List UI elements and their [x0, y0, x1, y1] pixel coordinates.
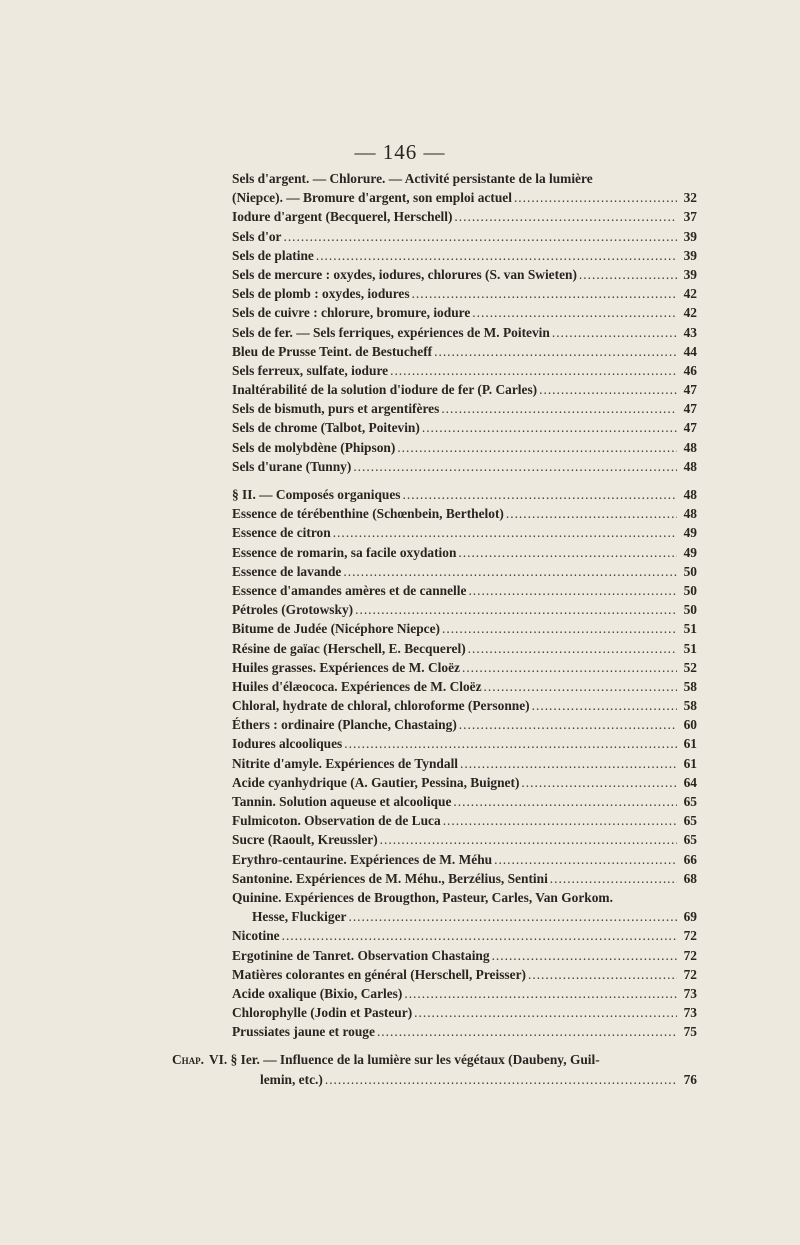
toc-entry-page: 65: [683, 794, 697, 809]
toc-entry-text: Iodure d'argent (Becquerel, Herschell): [232, 209, 453, 225]
toc-entry: [232, 303, 697, 322]
dot-leader: [441, 399, 677, 418]
dot-leader: [412, 284, 677, 303]
toc-entry: [232, 715, 697, 734]
toc-entry-page: 48: [683, 487, 697, 502]
toc-entry-page: 65: [683, 813, 697, 829]
toc-entry-text: Nicotine: [232, 928, 280, 944]
dot-leader: [344, 734, 677, 753]
toc-entry: [232, 965, 697, 984]
dot-leader: [377, 1022, 677, 1041]
toc-entry-page: 68: [683, 870, 697, 886]
toc-entry: [232, 342, 697, 361]
toc-entry-text: Essence d'amandes amères et de cannelle: [232, 582, 467, 598]
toc-entry-page: 58: [683, 678, 697, 694]
toc-entry: [232, 246, 697, 265]
toc-entry-page: 48: [683, 439, 697, 455]
dot-leader: [494, 850, 677, 869]
toc-entry-page: 75: [683, 1024, 697, 1040]
toc-entry: [232, 227, 697, 246]
dot-leader: [550, 869, 677, 888]
chapter-label: Chap.: [172, 1052, 205, 1068]
dot-leader: [442, 619, 677, 638]
toc-entry-page: 42: [683, 305, 697, 321]
toc-entry-page: 51: [683, 621, 697, 637]
toc-entry-page: 47: [683, 382, 697, 398]
toc-entry-text: (Niepce). — Bromure d'argent, son emploi actuel: [232, 190, 512, 206]
toc-entry: [232, 438, 697, 457]
toc-entry-text: Huiles d'élæococa. Expériences de M. Cloëz: [232, 678, 482, 694]
toc-entry-page: 44: [683, 343, 697, 359]
dot-leader: [397, 438, 677, 457]
dot-leader: [552, 323, 677, 342]
chapter-heading: [172, 1050, 697, 1069]
dot-leader: [282, 926, 677, 945]
toc-entry-text: Sucre (Raoult, Kreussler): [232, 832, 378, 848]
toc-entry-page: 51: [683, 640, 697, 656]
toc-entry-text: § II. — Composés organiques: [232, 487, 401, 502]
toc-entry-page: 73: [683, 985, 697, 1001]
toc-entry-page: 48: [683, 506, 697, 522]
dot-leader: [390, 361, 677, 380]
toc-entry-text: Sels ferreux, sulfate, iodure: [232, 362, 389, 378]
dot-leader: [443, 811, 677, 830]
toc-entry-text: lemin, etc.): [260, 1071, 323, 1087]
toc-entry-page: 50: [683, 563, 697, 579]
dot-leader: [506, 504, 677, 523]
toc-entry: [232, 457, 697, 476]
toc-entry-text: Sels de fer. — Sels ferriques, expériences de M. Poitevin: [232, 324, 550, 340]
toc-entry-text: Essence de romarin, sa facile oxydation: [232, 544, 457, 560]
toc-entry-text: Sels de mercure : oxydes, iodures, chlorures (S. van Swieten): [232, 266, 577, 282]
toc-entry: [232, 1003, 697, 1022]
toc-entry-text: Bleu de Prusse Teint. de Bestucheff: [232, 343, 433, 359]
toc-entry-text: Essence de citron: [232, 525, 331, 541]
toc-entry-page: 72: [683, 947, 697, 963]
toc-entry: [232, 581, 697, 600]
dot-leader: [462, 658, 677, 677]
toc-entry-page: 48: [683, 458, 697, 474]
toc-entry: [232, 1070, 697, 1089]
toc-entry-page: 47: [683, 420, 697, 436]
dot-leader: [355, 600, 677, 619]
toc-entry-page: 39: [683, 266, 697, 282]
toc-entry: [232, 418, 697, 437]
toc-entry-page: 73: [683, 1005, 697, 1021]
toc-entry-page: 50: [683, 582, 697, 598]
toc-entry-text: Sels d'urane (Tunny): [232, 458, 352, 474]
toc-entry: [232, 399, 697, 418]
toc-entry: [232, 907, 697, 926]
dot-leader: [343, 562, 677, 581]
toc-entry-text: Quinine. Expériences de Brougthon, Pasteur, Carles, Van Gorkom.: [232, 889, 613, 905]
toc-entry: [232, 504, 697, 523]
toc-entry-page: 49: [683, 525, 697, 541]
toc-entry-text: Acide oxalique (Bixio, Carles): [232, 985, 403, 1001]
toc-entry-text: Chloral, hydrate de chloral, chloroforme (Personne): [232, 698, 530, 714]
dot-leader: [492, 946, 677, 965]
toc-entry-page: 64: [683, 774, 697, 790]
toc-entry: [232, 284, 697, 303]
toc-entry-text: Erythro-centaurine. Expériences de M. Méhu: [232, 851, 493, 867]
toc-entry: [232, 562, 697, 581]
toc-entry-page: 46: [683, 362, 697, 378]
toc-entry: [232, 639, 697, 658]
dot-leader: [348, 907, 677, 926]
toc-entry: [232, 485, 697, 504]
toc-entry: [232, 926, 697, 945]
toc-entry-text: Sels de platine: [232, 247, 314, 263]
dot-leader: [316, 246, 677, 265]
dot-leader: [434, 342, 677, 361]
toc-entry-text: Éthers : ordinaire (Planche, Chastaing): [232, 717, 457, 733]
toc-entry-text: Santonine. Expériences de M. Méhu., Berzélius, Sentini: [232, 870, 548, 886]
toc-entry: [232, 773, 697, 792]
toc-entry-page: 61: [683, 736, 697, 752]
toc-entry-text: Essence de lavande: [232, 563, 342, 579]
toc-entry-page: 61: [683, 755, 697, 771]
toc-entry-text: Fulmicoton. Observation de de Luca: [232, 813, 441, 829]
toc-entry-text: Essence de térébenthine (Schœnbein, Berthelot): [232, 506, 504, 522]
toc-entry-page: 52: [683, 659, 697, 675]
dot-leader: [422, 418, 677, 437]
dot-leader: [459, 715, 677, 734]
toc-entry-text: Sels de molybdène (Phipson): [232, 439, 396, 455]
toc-entry: [232, 207, 697, 226]
toc-entry: [232, 946, 697, 965]
toc-entry-text: Pétroles (Grotowsky): [232, 602, 354, 618]
toc-entry: [232, 869, 697, 888]
toc-entry: [232, 658, 697, 677]
toc-entry: [232, 265, 697, 284]
toc-entry: [232, 696, 697, 715]
dot-leader: [453, 792, 677, 811]
toc-entry-text: Bitume de Judée (Nicéphore Niepce): [232, 621, 441, 637]
toc-entry-page: 37: [683, 209, 697, 225]
toc-entry: [232, 1022, 697, 1041]
dot-leader: [468, 581, 677, 600]
toc-entry-text: Hesse, Fluckiger: [252, 909, 347, 925]
dot-leader: [404, 984, 677, 1003]
dot-leader: [454, 207, 677, 226]
toc-entry-page: 47: [683, 401, 697, 417]
toc-entry: [232, 361, 697, 380]
toc-entry-page: 32: [683, 190, 697, 206]
toc-entry-text: Sels d'argent. — Chlorure. — Activité persistante de la lumière: [232, 171, 593, 186]
toc-entry: [232, 169, 697, 188]
dot-leader: [458, 543, 677, 562]
toc-entry: [232, 619, 697, 638]
toc-entry-text: Résine de gaïac (Herschell, E. Becquerel): [232, 640, 466, 656]
dot-leader: [532, 696, 677, 715]
dot-leader: [460, 754, 677, 773]
toc-entry-page: 49: [683, 544, 697, 560]
toc-entry-text: Sels de cuivre : chlorure, bromure, iodure: [232, 305, 471, 321]
dot-leader: [579, 265, 677, 284]
table-of-contents: [172, 169, 697, 1089]
toc-entry-page: 42: [683, 286, 697, 302]
dot-leader: [472, 303, 677, 322]
toc-entry-text: Nitrite d'amyle. Expériences de Tyndall: [232, 755, 459, 771]
toc-entry: [232, 984, 697, 1003]
dot-leader: [514, 188, 677, 207]
dot-leader: [521, 773, 677, 792]
toc-entry-text: Tannin. Solution aqueuse et alcoolique: [232, 794, 452, 809]
toc-entry: [232, 792, 697, 811]
toc-entry-page: 69: [683, 909, 697, 925]
toc-entry: [232, 734, 697, 753]
toc-entry: [232, 830, 697, 849]
toc-entry: [232, 380, 697, 399]
toc-entry-text: Chlorophylle (Jodin et Pasteur): [232, 1005, 413, 1021]
toc-entry-page: 39: [683, 247, 697, 263]
toc-entry: [232, 600, 697, 619]
chapter-title-line1: VI. § Ier. — Influence de la lumière sur les végétaux (Daubeny, Guil-: [209, 1052, 600, 1068]
dot-leader: [539, 380, 677, 399]
toc-entry: [232, 323, 697, 342]
toc-entry-page: 72: [683, 966, 697, 982]
toc-entry-page: 66: [683, 851, 697, 867]
toc-entry: [232, 188, 697, 207]
dot-leader: [403, 485, 677, 504]
toc-entry: [232, 523, 697, 542]
dot-leader: [468, 639, 677, 658]
dot-leader: [333, 523, 677, 542]
dot-leader: [380, 830, 677, 849]
toc-entry-text: Huiles grasses. Expériences de M. Cloëz: [232, 659, 460, 675]
toc-entry: [232, 811, 697, 830]
page-number: — 146 —: [354, 140, 446, 164]
toc-entry-page: 72: [683, 928, 697, 944]
toc-entry: [232, 850, 697, 869]
dot-leader: [528, 965, 677, 984]
toc-entry: [232, 677, 697, 696]
dot-leader: [353, 457, 677, 476]
toc-entry-page: 43: [683, 324, 697, 340]
toc-entry-text: Sels de plomb : oxydes, iodures: [232, 286, 410, 302]
toc-entry-text: Acide cyanhydrique (A. Gautier, Pessina, Buignet): [232, 774, 520, 790]
toc-entry-page: 60: [683, 717, 697, 733]
toc-entry-text: Sels de chrome (Talbot, Poitevin): [232, 420, 420, 436]
dot-leader: [484, 677, 677, 696]
dot-leader: [414, 1003, 677, 1022]
toc-entry-page: 65: [683, 832, 697, 848]
toc-entry-page: 58: [683, 698, 697, 714]
dot-leader: [283, 227, 677, 246]
toc-entry-text: Sels de bismuth, purs et argentifères: [232, 401, 440, 417]
toc-entry: [232, 754, 697, 773]
toc-entry-text: Sels d'or: [232, 228, 282, 244]
toc-entry-page: 76: [683, 1071, 697, 1087]
dot-leader: [325, 1070, 677, 1089]
toc-entry: [232, 543, 697, 562]
toc-entry-text: Matières colorantes en général (Herschell, Preisser): [232, 966, 526, 982]
toc-entry: [232, 888, 697, 907]
toc-entry-page: 39: [683, 228, 697, 244]
toc-entry-page: 50: [683, 602, 697, 618]
toc-entry-text: Iodures alcooliques: [232, 736, 343, 752]
toc-entry-text: Prussiates jaune et rouge: [232, 1024, 375, 1040]
toc-entry-text: Inaltérabilité de la solution d'iodure de fer (P. Carles): [232, 382, 538, 398]
toc-entry-text: Ergotinine de Tanret. Observation Chastaing: [232, 947, 490, 963]
